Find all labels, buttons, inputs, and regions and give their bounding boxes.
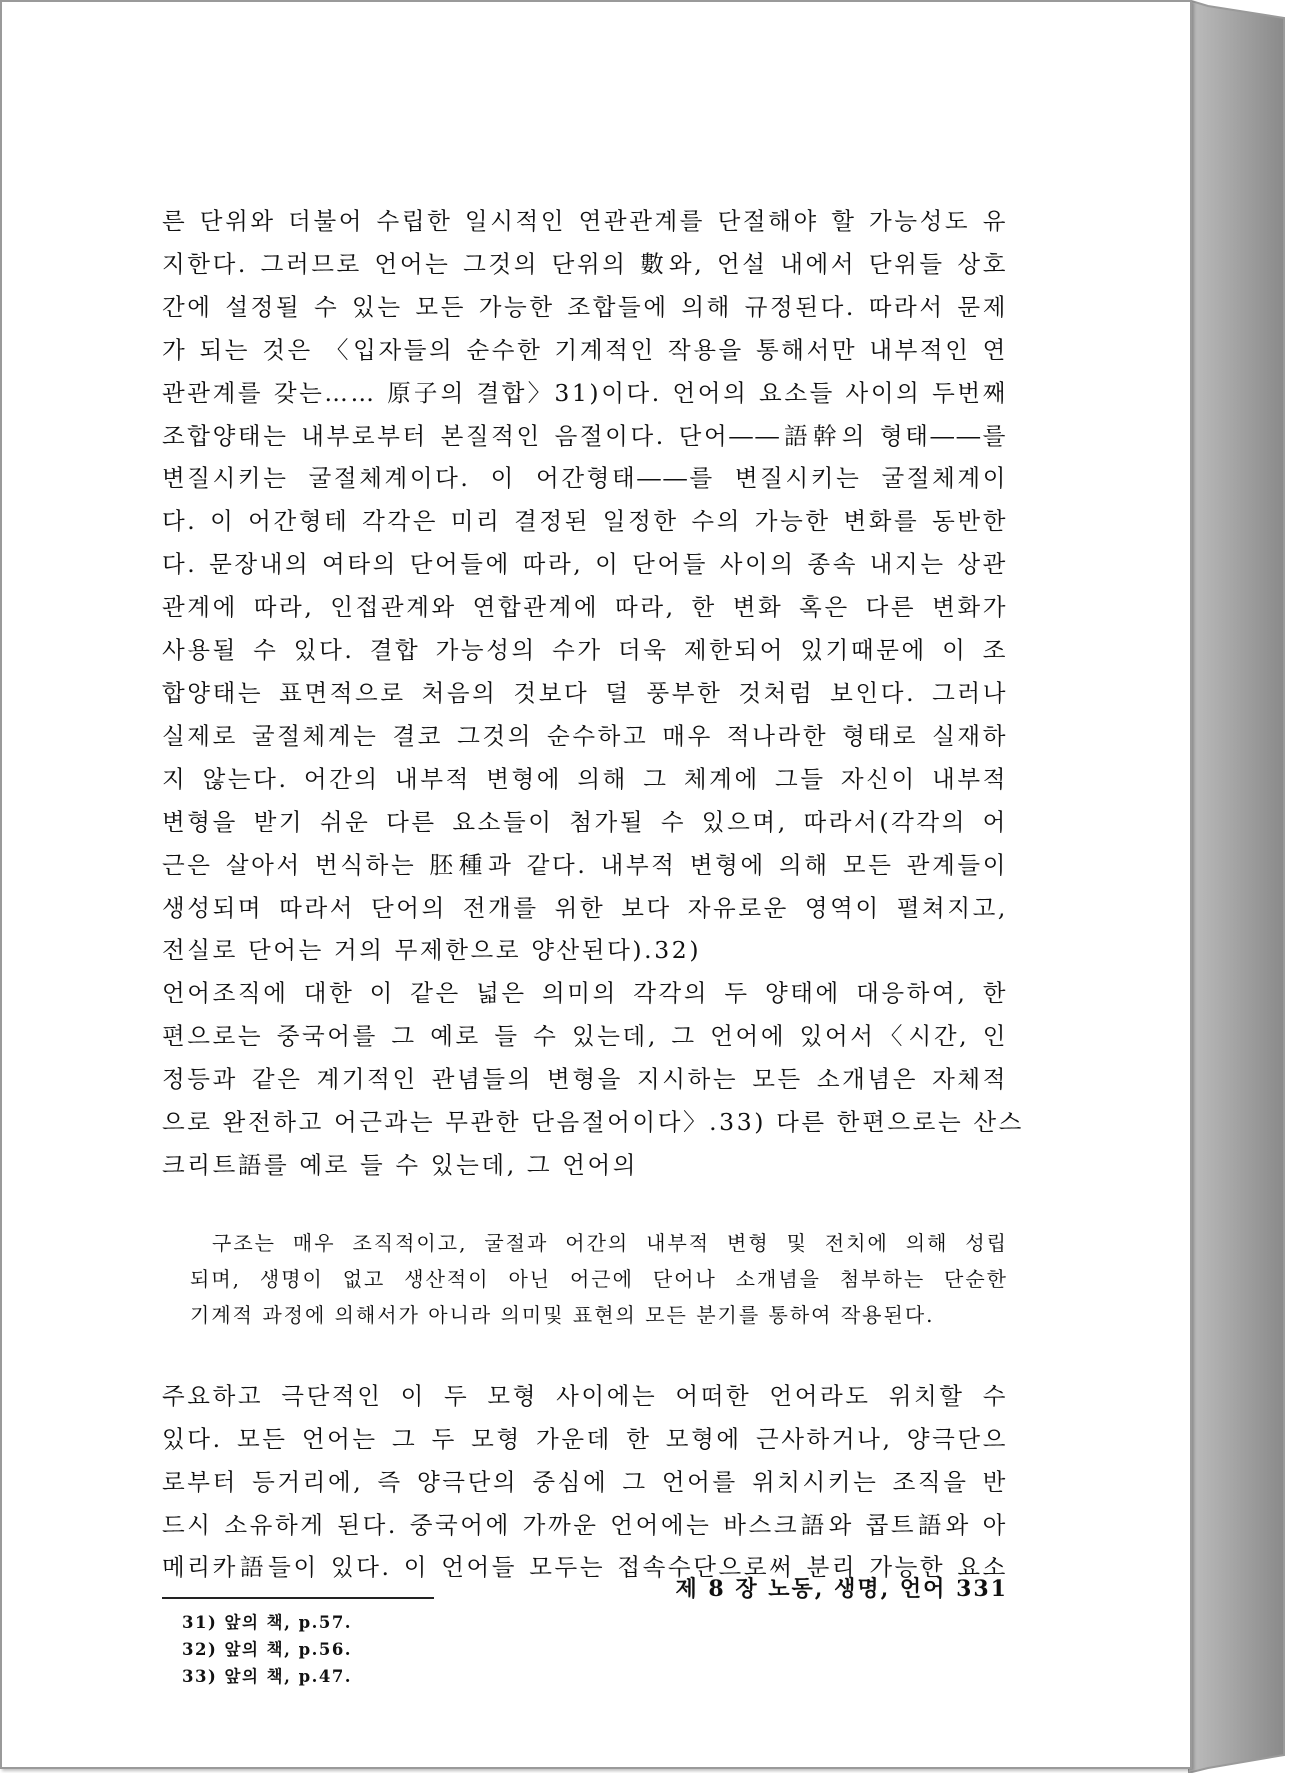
text-line: 전실로 단어는 거의 무제한으로 양산된다).32) [162,936,702,965]
footnotes [162,1609,1008,1690]
paragraph-1 [162,200,1008,972]
block-quote [162,1225,1008,1333]
text-line: 생성되며 따라서 단어의 전개를 위한 보다 자유로운 영역이 펼쳐지고, [162,893,1008,922]
footnote-rule [162,1597,434,1599]
text-line: 언어조직에 대한 이 같은 넓은 의미의 각각의 두 양태에 대응하여, 한 [162,979,1008,1008]
text-line: 다. 문장내의 여타의 단어들에 따라, 이 단어들 사이의 종속 내지는 상관 [162,550,1008,579]
text-line: 관계에 따라, 인접관계와 연합관계에 따라, 한 변화 혹은 다른 변화가 [162,593,1008,622]
text-line: 사용될 수 있다. 결합 가능성의 수가 더욱 제한되어 있기때문에 이 조 [162,636,1008,665]
text-line: 변형을 받기 쉬운 다른 요소들이 첨가될 수 있으며, 따라서(각각의 어 [162,807,1008,836]
text-line: 크리트語를 예로 들 수 있는데, 그 언어의 [162,1150,639,1179]
text-line: 가 되는 것은 〈입자들의 순수한 기계적인 작용을 통해서만 내부적인 연 [162,335,1008,364]
text-line: 으로 완전하고 어근과는 무관한 단음절어이다〉.33) 다른 한편으로는 산스 [162,1108,1024,1137]
text-line: 되며, 생명이 없고 생산적이 아닌 어근에 단어나 소개념을 첨부하는 단순한 [190,1266,1008,1291]
running-footer: 제 8 장 노동, 생명, 언어 331 [675,1576,1008,1602]
text-line: 합양태는 표면적으로 처음의 것보다 덜 풍부한 것처럼 보인다. 그러나 [162,678,1008,707]
text-line: 로부터 등거리에, 즉 양극단의 중심에 그 언어를 위치시키는 조직을 반 [162,1467,1008,1496]
paragraph-2 [162,972,1024,1187]
text-line: 주요하고 극단적인 이 두 모형 사이에는 어떠한 언어라도 위치할 수 [162,1381,1008,1410]
footnote: 31) 앞의 책, p.57. [182,1613,353,1633]
page-content [162,200,1024,1690]
text-line: 실제로 굴절체계는 결코 그것의 순수하고 매우 적나라한 형태로 실재하 [162,721,1008,750]
text-line: 른 단위와 더불어 수립한 일시적인 연관관계를 단절해야 할 가능성도 유 [162,207,1008,235]
text-line: 있다. 모든 언어는 그 두 모형 가운데 한 모형에 근사하거나, 양극단으 [162,1424,1008,1453]
text-line: 정등과 같은 계기적인 관념들의 변형을 지시하는 모든 소개념은 자체적 [162,1065,1008,1094]
text-line: 드시 소유하게 된다. 중국어에 가까운 언어에는 바스크語와 콥트語와 아 [162,1510,1008,1539]
text-line: 지한다. 그러므로 언어는 그것의 단위의 數와, 언설 내에서 단위들 상호 [162,249,1008,278]
text-line: 기계적 과정에 의해서가 아니라 의미및 표현의 모든 분기를 통하여 작용된다. [190,1302,935,1327]
text-line: 조합양태는 내부로부터 본질적인 음절이다. 단어――語幹의 형태――를 [162,421,1008,450]
footnote: 33) 앞의 책, p.47. [182,1667,353,1687]
text-line: 다. 이 어간형테 각각은 미리 결정된 일정한 수의 가능한 변화를 동반한 [162,507,1008,536]
footnote: 32) 앞의 책, p.56. [182,1640,353,1660]
paragraph-3 [162,1375,1008,1590]
text-line: 간에 설정될 수 있는 모든 가능한 조합들에 의해 규정된다. 따라서 문제 [162,292,1008,321]
text-line: 구조는 매우 조직적이고, 굴절과 어간의 내부적 변형 및 전치에 의해 성립 [212,1230,1008,1255]
text-line: 변질시키는 굴절체계이다. 이 어간형태――를 변질시키는 굴절체계이 [162,464,1008,493]
text-line: 편으로는 중국어를 그 예로 들 수 있는데, 그 언어에 있어서〈시간, 인 [162,1022,1008,1051]
text-line: 관관계를 갖는…… 原子의 결합〉31)이다. 언어의 요소들 사이의 두번째 [162,378,1008,407]
text-line: 메리카語들이 있다. 이 언어들 모두는 접속수단으로써 분리 가능한 요소 [162,1553,1008,1582]
text-line: 근은 살아서 번식하는 胚種과 같다. 내부적 변형에 의해 모든 관계들이 [162,850,1008,879]
text-line: 지 않는다. 어간의 내부적 변형에 의해 그 체계에 그들 자신이 내부적 [162,764,1008,793]
